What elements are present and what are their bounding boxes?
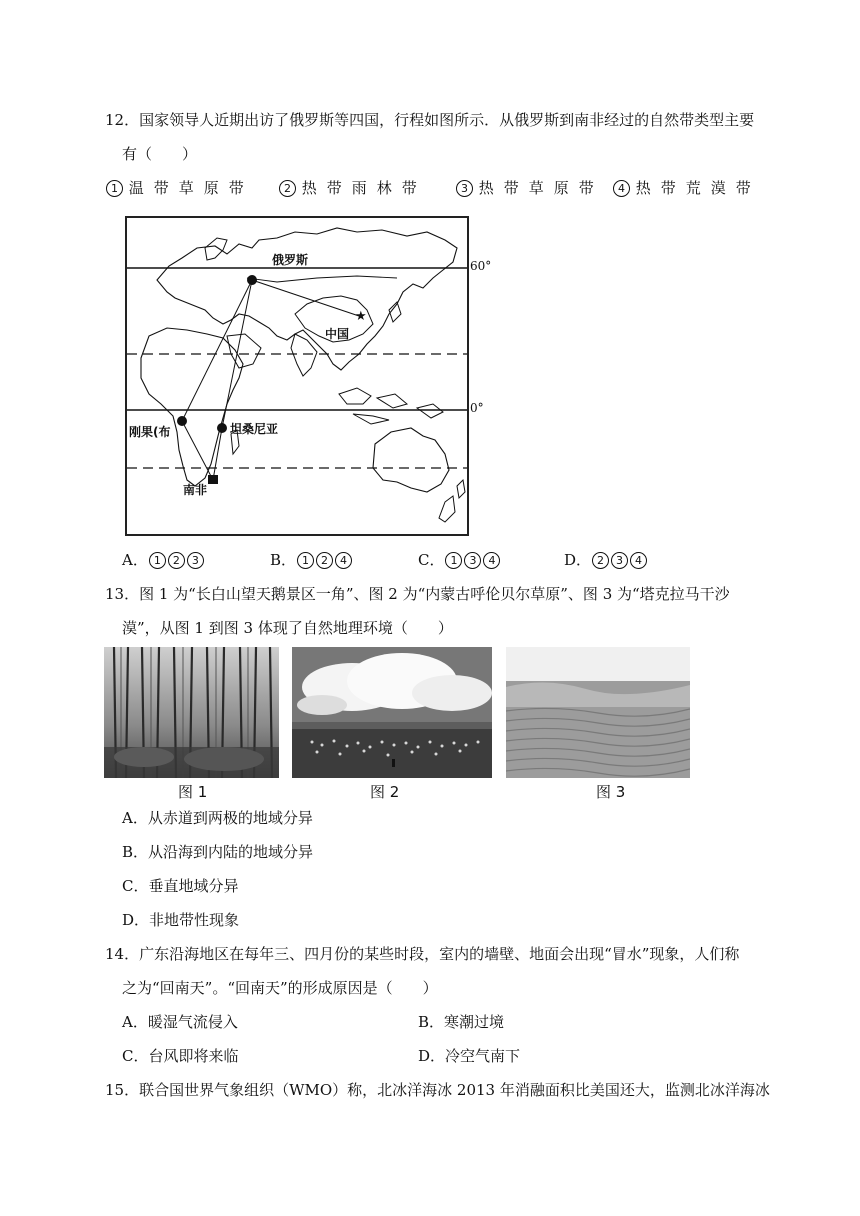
circled-number: 4: [483, 552, 500, 569]
q12-item-2: [278, 178, 427, 198]
option-letter: D．: [564, 551, 592, 569]
map-label-south-africa: 南非: [183, 483, 208, 497]
map-label-russia: 俄罗斯: [272, 253, 309, 267]
route-congo-southafrica: [182, 421, 213, 480]
world-map-svg: [127, 218, 467, 534]
circled-number: 1: [297, 552, 314, 569]
q12-stem-line2: 有（ ）: [122, 145, 198, 163]
fig-label-2: 图 2: [370, 783, 400, 801]
tanzania-marker: [217, 423, 227, 433]
q12-item-1: [105, 178, 254, 198]
circled-number: 3: [187, 552, 204, 569]
circled-number: 2: [168, 552, 185, 569]
circled-number: 1: [106, 180, 123, 197]
photo-desert: [506, 647, 690, 778]
congo-marker: [177, 416, 187, 426]
q13-stem-line2: 漠”，从图 1 到图 3 体现了自然地理环境（ ）: [122, 619, 453, 637]
q14-stem-line1: 14．广东沿海地区在每年三、四月份的某些时段，室内的墙壁、地面会出现“冒水”现象，人们称: [105, 945, 740, 963]
circled-number: 4: [630, 552, 647, 569]
map-label-china: 中国: [325, 327, 350, 341]
circled-number: 1: [445, 552, 462, 569]
q13-stem-line1: 13．图 1 为“长白山望天鹅景区一角”、图 2 为“内蒙古呼伦贝尔草原”、图 3 为“塔克拉马干沙: [105, 585, 730, 603]
southafrica-marker: [208, 475, 218, 484]
circled-number: 2: [316, 552, 333, 569]
q12-item-3: [455, 178, 604, 198]
australia-outline: [373, 428, 449, 492]
circled-number: 3: [456, 180, 473, 197]
q12-option-d[interactable]: [564, 550, 648, 570]
map-label-lat-0: 0°: [470, 401, 484, 415]
q12-option-b[interactable]: [270, 550, 353, 570]
circled-number: 1: [149, 552, 166, 569]
q13-option-c[interactable]: C．垂直地域分异: [122, 877, 239, 895]
option-letter: C．: [418, 551, 445, 569]
map-label-tanzania: 坦桑尼亚: [230, 422, 279, 436]
photo-grassland: [292, 647, 492, 778]
option-letter: B．: [270, 551, 297, 569]
photo-forest: [104, 647, 279, 778]
fig-label-1: 图 1: [178, 783, 208, 801]
circled-number: 3: [611, 552, 628, 569]
q12-item-4: [612, 178, 761, 198]
q13-option-d[interactable]: D．非地带性现象: [122, 911, 240, 929]
q14-option-c[interactable]: C．台风即将来临: [122, 1047, 239, 1065]
q12-option-a[interactable]: [122, 550, 205, 570]
q12-item-text: 热带雨林带: [301, 179, 427, 197]
q13-option-a[interactable]: A．从赤道到两极的地域分异: [122, 809, 313, 827]
route-russia-china: [252, 280, 359, 316]
circled-number: 2: [279, 180, 296, 197]
q15-stem-line1: 15．联合国世界气象组织（WMO）称，北冰洋海冰 2013 年消融面积比美国还大，监测北冰洋海冰: [105, 1081, 770, 1099]
q12-item-text: 温带草原带: [128, 179, 254, 197]
option-letter: A．: [122, 551, 148, 569]
circled-number: 2: [592, 552, 609, 569]
map-label-congo: 刚果(布: [129, 425, 171, 439]
q14-option-a[interactable]: A．暖湿气流侵入: [122, 1013, 238, 1031]
circled-number: 4: [613, 180, 630, 197]
russia-marker: [247, 275, 257, 285]
circled-number: 4: [335, 552, 352, 569]
map-label-lat-60: 60°: [470, 259, 492, 273]
route-map: [125, 216, 469, 536]
africa-outline: [141, 328, 243, 486]
q12-stem-line1: 12．国家领导人近期出访了俄罗斯等四国，行程如图所示．从俄罗斯到南非经过的自然带类型主要: [105, 111, 755, 129]
circled-number: 3: [464, 552, 481, 569]
q14-stem-line2: 之为“回南天”。“回南天”的形成原因是（ ）: [122, 979, 438, 997]
q12-option-c[interactable]: [418, 550, 501, 570]
china-star-icon: ★: [355, 309, 367, 324]
fig-label-3: 图 3: [596, 783, 626, 801]
q12-item-text: 热带荒漠带: [635, 179, 761, 197]
q12-item-text: 热带草原带: [478, 179, 604, 197]
q14-option-d[interactable]: D．冷空气南下: [418, 1047, 521, 1065]
route-russia-congo: [182, 280, 252, 421]
q14-option-b[interactable]: B．寒潮过境: [418, 1013, 505, 1031]
q13-option-b[interactable]: B．从沿海到内陆的地域分异: [122, 843, 314, 861]
